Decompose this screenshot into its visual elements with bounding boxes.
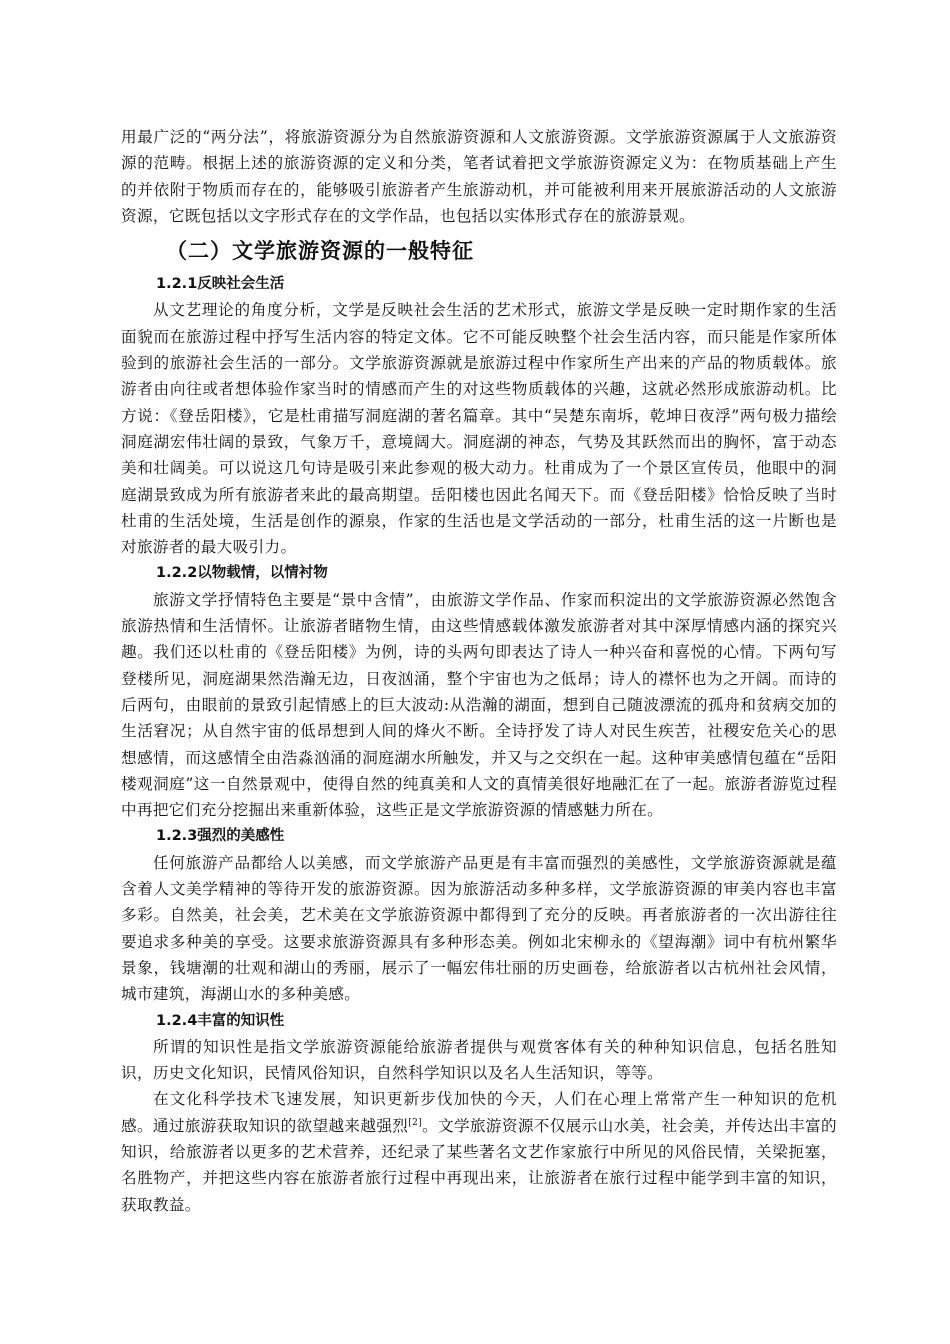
intro-paragraph: 用最广泛的“两分法”，将旅游资源分为自然旅游资源和人文旅游资源。文学旅游资源属于人文旅游资源的范畴。根据上述的旅游资源的定义和分类，笔者试着把文学旅游资源定义为：在物质基础上产生的并依附于物质而存在的，能够吸引旅游者产生旅游动机，并可能被利用来开展旅游活动的人文旅游资源，它既包括以文字形式存在的文学作品，也包括以实体形式存在的旅游景观。 xyxy=(121,128,837,225)
paragraph-1-2-4b xyxy=(121,1086,837,1217)
subsection-heading-1-2-2: 1.2.2以物载情，以情衬物 xyxy=(156,565,328,582)
document-body xyxy=(121,124,837,1218)
section-title: （二）文学旅游资源的一般特征 xyxy=(166,239,474,264)
paragraph-1-2-2: 旅游文学抒情特色主要是“景中含情”，由旅游文学作品、作家而积淀出的文学旅游资源必然饱含旅游热情和生活情怀。让旅游者睹物生情，由这些情感载体激发旅游者对其中深厚情感内涵的探究兴趣。我们还以杜甫的《登岳阳楼》为例，诗的头两句即表达了诗人一种兴奋和喜悦的心情。下两句写登楼所见，洞庭湖果然浩瀚无边，日夜汹涌，整个宇宙也为之低昂；诗人的襟怀也为之开阔。而诗的后两句，由眼前的景致引起情感上的巨大波动:从浩瀚的湖面，想到自己随波漂流的孤舟和贫病交加的生活窘况；从自然宇宙的低昂想到人间的烽火不断。全诗抒发了诗人对民生疾苦，社稷安危关心的思想感情，而这感情全由浩淼汹涌的洞庭湖水所触发，并又与之交织在一起。这种审美感情包蕴在“岳阳楼观洞庭”这一自然景观中，使得自然的纯真美和人文的真情美很好地融汇在了一起。旅游者游览过程中再把它们充分挖掘出来重新体验，这些正是文学旅游资源的情感魅力所在。 xyxy=(121,590,837,820)
subsection-heading-1-2-3: 1.2.3强烈的美感性 xyxy=(156,828,285,845)
subsection-heading-1-2-4: 1.2.4丰富的知识性 xyxy=(156,1012,285,1029)
citation-reference: [2] xyxy=(408,1117,423,1128)
subsection-heading-1-2-1: 1.2.1反映社会生活 xyxy=(156,276,285,293)
paragraph-1-2-4b-part2: 。文学旅游资源不仅展示山水美，社会美，并传达出丰富的知识，给旅游者以更多的艺术营养，还纪录了某些著名文艺作家旅行中所见的风俗民情，关梁扼塞，名胜物产，并把这些内容在旅游者旅行过程中再现出来，让旅游者在旅行过程中能学到丰富的知识，获取教益。 xyxy=(121,1116,837,1214)
paragraph-1-2-1: 从文艺理论的角度分析，文学是反映社会生活的艺术形式，旅游文学是反映一定时期作家的生活面貌而在旅游过程中抒写生活内容的特定文体。它不可能反映整个社会生活内容，而只能是作家所体验到的旅游社会生活的一部分。文学旅游资源就是旅游过程中作家所生产出来的产品的物质载体。旅游者由向往或者想体验作家当时的情感而产生的对这些物质载体的兴趣，这就必然形成旅游动机。比方说：《登岳阳楼》，它是杜甫描写洞庭湖的著名篇章。其中“吴楚东南坼，乾坤日夜浮”两句极力描绘洞庭湖宏伟壮阔的景致，气象万千，意境阔大。洞庭湖的神态，气势及其跃然而出的胸怀，富于动态美和壮阔美。可以说这几句诗是吸引来此参观的极大动力。杜甫成为了一个景区宣传员，他眼中的洞庭湖景致成为所有旅游者来此的最高期望。岳阳楼也因此名闻天下。而《登岳阳楼》恰恰反映了当时杜甫的生活处境，生活是创作的源泉，作家的生活也是文学活动的一部分，杜甫生活的这一片断也是对旅游者的最大吸引力。 xyxy=(121,301,837,557)
paragraph-1-2-4a: 所谓的知识性是指文学旅游资源能给旅游者提供与观赏客体有关的种种知识信息，包括名胜知识，历史文化知识，民情风俗知识，自然科学知识以及名人生活知识，等等。 xyxy=(121,1037,837,1083)
paragraph-1-2-4b-part1: 在文化科学技术飞速发展，知识更新步伐加快的今天，人们在心理上常常产生一种知识的危机感。通过旅游获取知识的欲望越来越强烈 xyxy=(121,1090,837,1135)
paragraph-1-2-3: 任何旅游产品都给人以美感，而文学旅游产品更是有丰富而强烈的美感性，文学旅游资源就是蕴含着人文美学精神的等待开发的旅游资源。因为旅游活动多种多样，文学旅游资源的审美内容也丰富多彩。自然美，社会美，艺术美在文学旅游资源中都得到了充分的反映。再者旅游者的一次出游往往要追求多种美的享受。这要求旅游资源具有多种形态美。例如北宋柳永的《望海潮》词中有杭州繁华景象，钱塘潮的壮观和湖山的秀丽，展示了一幅宏伟壮丽的历史画卷，给旅游者以古杭州社会风情，城市建筑，海湖山水的多种美感。 xyxy=(121,853,837,1004)
